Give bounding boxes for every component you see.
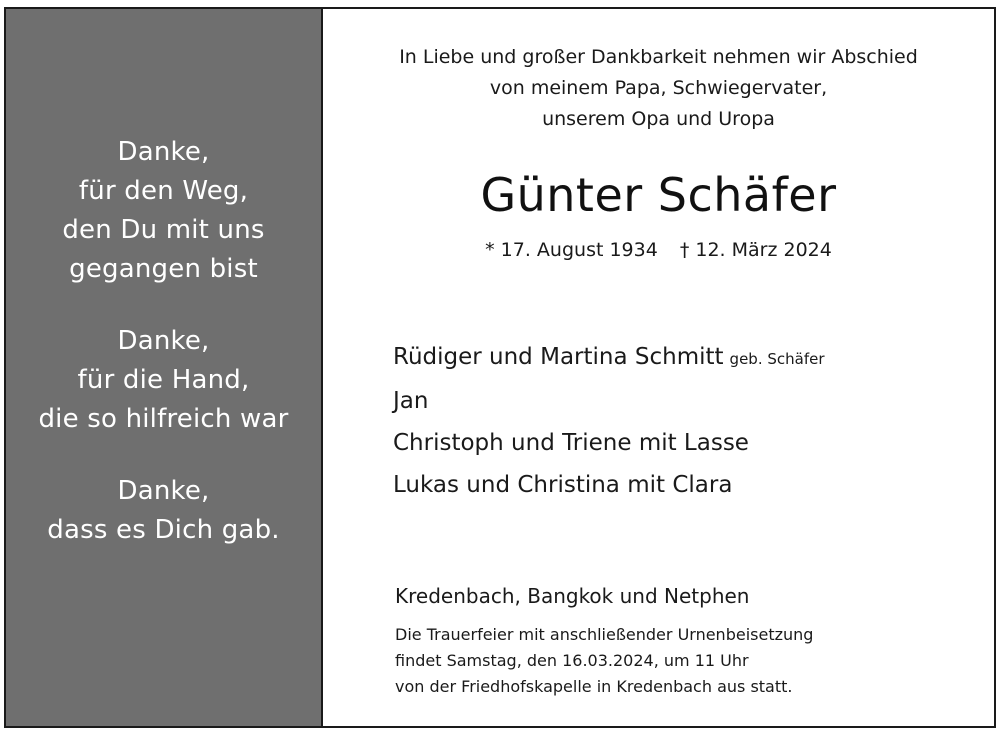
family-member-name: Rüdiger und Martina Schmitt — [393, 344, 724, 370]
service-line: findet Samstag, den 16.03.2024, um 11 Uhr — [395, 651, 749, 670]
intro-text — [323, 42, 994, 135]
poem-line: für die Hand, — [77, 365, 250, 395]
notice-content — [323, 9, 994, 726]
intro-line: In Liebe und großer Dankbarkeit nehmen wir Abschied — [399, 46, 918, 68]
family-member: Jan — [393, 388, 429, 414]
poem-line: dass es Dich gab. — [47, 515, 280, 545]
service-info — [395, 622, 813, 700]
service-line: von der Friedhofskapelle in Kredenbach aus statt. — [395, 677, 793, 696]
poem-line: Danke, — [117, 137, 210, 167]
deceased-name: Günter Schäfer — [480, 168, 837, 222]
service-line: Die Trauerfeier mit anschließender Urnenbeisetzung — [395, 625, 814, 644]
death-date: † 12. März 2024 — [679, 239, 832, 261]
family-member — [393, 336, 825, 380]
maiden-name-note: geb. Schäfer — [729, 350, 825, 368]
poem-line: Danke, — [117, 326, 210, 356]
poem-panel — [6, 9, 323, 726]
poem-stanza-2 — [6, 322, 321, 439]
poem-line: den Du mit uns — [62, 215, 265, 245]
life-dates — [323, 237, 994, 263]
birth-date: * 17. August 1934 — [485, 239, 658, 261]
family-member: Christoph und Triene mit Lasse — [393, 430, 749, 456]
places: Kredenbach, Bangkok und Netphen — [395, 584, 750, 608]
family-list — [393, 336, 825, 506]
poem-line: für den Weg, — [78, 176, 249, 206]
poem-line: Danke, — [117, 476, 210, 506]
intro-line: von meinem Papa, Schwiegervater, — [489, 77, 828, 99]
poem-stanza-1 — [6, 133, 321, 289]
poem-line: die so hilfreich war — [38, 404, 289, 434]
obituary-frame — [4, 7, 996, 728]
poem-stanza-3 — [6, 472, 321, 550]
poem-line: gegangen bist — [69, 254, 258, 284]
family-member: Lukas und Christina mit Clara — [393, 472, 733, 498]
intro-line: unserem Opa und Uropa — [542, 108, 775, 130]
